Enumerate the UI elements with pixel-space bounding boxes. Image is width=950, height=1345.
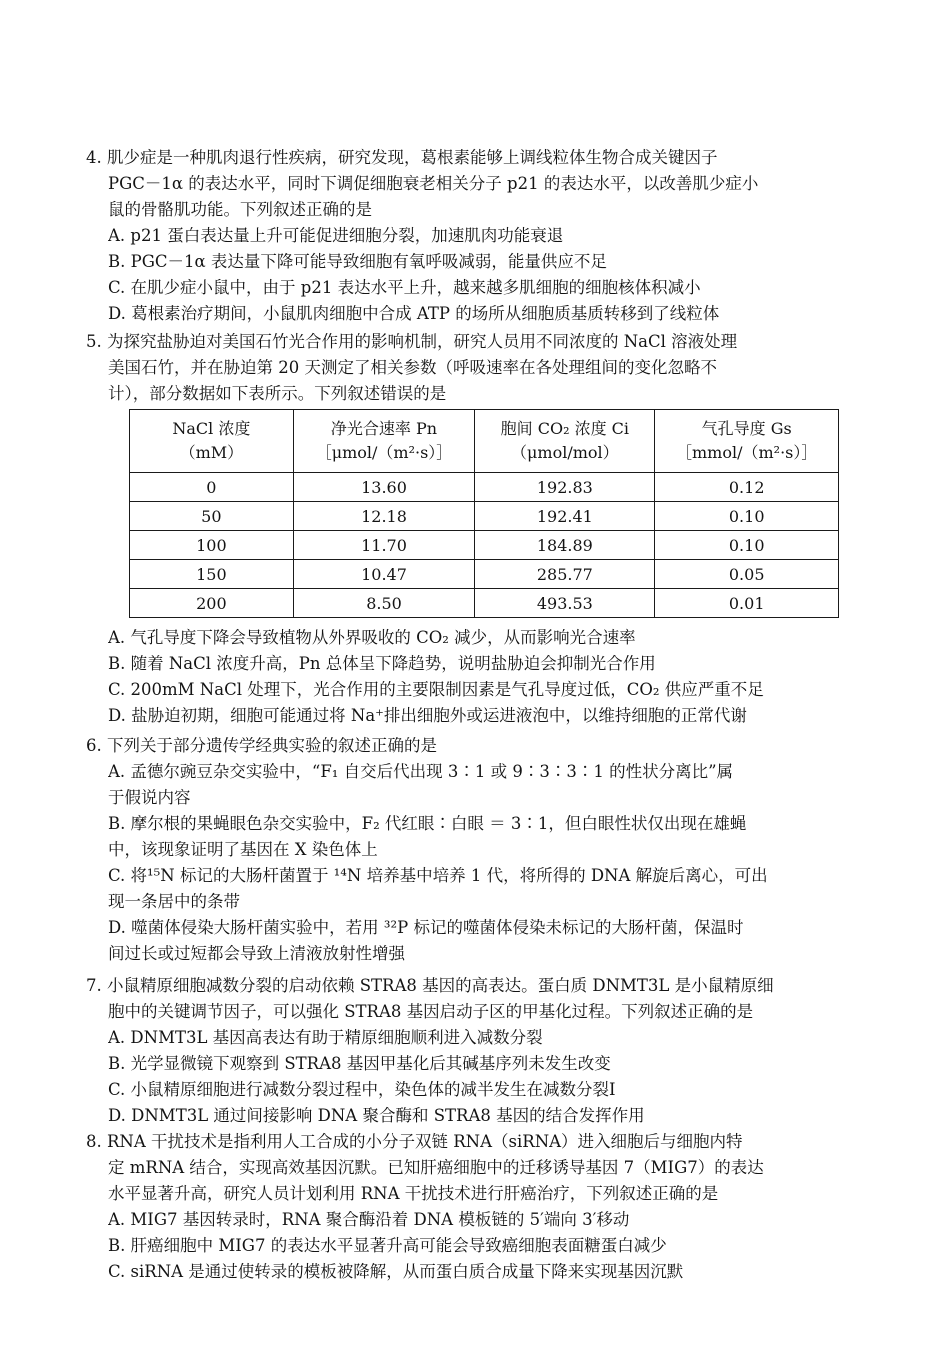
question-5 [86,329,868,407]
question-stem-line: 鼠的骨骼肌功能。下列叙述正确的是 [108,200,372,219]
question-7 [86,973,868,1129]
option-d: D. 葛根素治疗期间，小鼠肌肉细胞中合成 ATP 的场所从细胞质基质转移到了线粒体 [108,304,720,323]
question-stem-line: 定 mRNA 结合，实现高效基因沉默。已知肝癌细胞中的迁移诱导基因 7（MIG7）的表达 [108,1158,764,1177]
table-cell: 0.12 [655,473,839,502]
option-c-cont: 现一条居中的条带 [108,892,240,911]
question-stem-line: 8. RNA 干扰技术是指利用人工合成的小分子双链 RNA（siRNA）进入细胞后与细胞内特 [86,1132,743,1151]
option-c: C. 将¹⁵N 标记的大肠杆菌置于 ¹⁴N 培养基中培养 1 代，将所得的 DNA 解旋后离心，可出 [108,866,768,885]
table-row [130,473,839,502]
question-stem-line: 胞中的关键调节因子，可以强化 STRA8 基因启动子区的甲基化过程。下列叙述正确的是 [108,1002,754,1021]
option-b-cont: 中，该现象证明了基因在 X 染色体上 [108,840,378,859]
option-a: A. p21 蛋白表达量上升可能促进细胞分裂，加速肌肉功能衰退 [108,226,564,245]
option-c: C. 200mM NaCl 处理下，光合作用的主要限制因素是气孔导度过低，CO₂ 供应严重不足 [108,680,764,699]
table-row [130,560,839,589]
table-cell: 150 [130,560,294,589]
table-cell: 192.41 [475,502,655,531]
header-ci: 胞间 CO₂ 浓度 Ci （μmol/mol） [475,410,655,473]
table-cell: 50 [130,502,294,531]
option-c: C. siRNA 是通过使转录的模板被降解，从而蛋白质合成量下降来实现基因沉默 [108,1262,684,1281]
option-a: A. MIG7 基因转录时，RNA 聚合酶沿着 DNA 模板链的 5′端向 3′移动 [108,1210,630,1229]
option-d: D. 盐胁迫初期，细胞可能通过将 Na⁺排出细胞外或运进液泡中，以维持细胞的正常代谢 [108,706,747,725]
question-stem-line: 4. 肌少症是一种肌肉退行性疾病，研究发现，葛根素能够上调线粒体生物合成关键因子 [86,148,718,167]
option-c: C. 小鼠精原细胞进行减数分裂过程中，染色体的减半发生在减数分裂Ⅰ [108,1080,616,1099]
question-stem-line: 6. 下列关于部分遗传学经典实验的叙述正确的是 [86,736,437,755]
table-cell: 0.01 [655,589,839,618]
table-cell: 0.10 [655,531,839,560]
question-5-options [108,625,868,729]
table-cell: 13.60 [293,473,475,502]
table-cell: 12.18 [293,502,475,531]
table-cell: 8.50 [293,589,475,618]
table-row [130,502,839,531]
table-header-row [130,410,839,473]
header-gs: 气孔导度 Gs ［mmol/（m²·s）］ [655,410,839,473]
table-cell: 192.83 [475,473,655,502]
option-b: B. 摩尔根的果蝇眼色杂交实验中，F₂ 代红眼∶白眼 ＝ 3∶1，但白眼性状仅出现在雄蝇 [108,814,747,833]
question-4 [86,145,868,327]
table-cell: 0.05 [655,560,839,589]
option-b: B. 随着 NaCl 浓度升高，Pn 总体呈下降趋势，说明盐胁迫会抑制光合作用 [108,654,656,673]
table-cell: 11.70 [293,531,475,560]
table-cell: 0 [130,473,294,502]
table-cell: 0.10 [655,502,839,531]
question-stem-line: 水平显著升高，研究人员计划利用 RNA 干扰技术进行肝癌治疗，下列叙述正确的是 [108,1184,719,1203]
table-row [130,531,839,560]
table-cell: 10.47 [293,560,475,589]
table-row [130,589,839,618]
table-cell: 184.89 [475,531,655,560]
option-d-cont: 间过长或过短都会导致上清液放射性增强 [108,944,405,963]
option-b: B. 光学显微镜下观察到 STRA8 基因甲基化后其碱基序列未发生改变 [108,1054,611,1073]
table-cell: 493.53 [475,589,655,618]
question-stem-line: PGC－1α 的表达水平，同时下调促细胞衰老相关分子 p21 的表达水平，以改善肌少症小 [108,174,759,193]
table-cell: 285.77 [475,560,655,589]
question-8 [86,1129,868,1285]
question-stem-line: 7. 小鼠精原细胞减数分裂的启动依赖 STRA8 基因的高表达。蛋白质 DNMT3L 是小鼠精原细 [86,976,774,995]
option-a: A. 孟德尔豌豆杂交实验中，“F₁ 自交后代出现 3∶1 或 9∶3∶3∶1 的性状分离比”属 [108,762,734,781]
nacl-data-table [129,409,839,618]
table-cell: 100 [130,531,294,560]
question-stem-line: 美国石竹，并在胁迫第 20 天测定了相关参数（呼吸速率在各处理组间的变化忽略不 [108,358,717,377]
option-a-cont: 于假说内容 [108,788,191,807]
option-b: B. 肝癌细胞中 MIG7 的表达水平显著升高可能会导致癌细胞表面糖蛋白减少 [108,1236,667,1255]
question-6 [86,733,868,967]
question-stem-line: 计），部分数据如下表所示。下列叙述错误的是 [108,384,447,403]
option-c: C. 在肌少症小鼠中，由于 p21 表达水平上升，越来越多肌细胞的细胞核体积减小 [108,278,701,297]
option-a: A. 气孔导度下降会导致植物从外界吸收的 CO₂ 减少，从而影响光合速率 [108,628,636,647]
option-d: D. 噬菌体侵染大肠杆菌实验中，若用 ³²P 标记的噬菌体侵染未标记的大肠杆菌，保温时 [108,918,744,937]
header-pn: 净光合速率 Pn ［μmol/（m²·s）］ [293,410,475,473]
table-cell: 200 [130,589,294,618]
option-a: A. DNMT3L 基因高表达有助于精原细胞顺利进入减数分裂 [108,1028,543,1047]
option-b: B. PGC－1α 表达量下降可能导致细胞有氧呼吸减弱，能量供应不足 [108,252,607,271]
question-stem-line: 5. 为探究盐胁迫对美国石竹光合作用的影响机制，研究人员用不同浓度的 NaCl 溶液处理 [86,332,738,351]
header-nacl: NaCl 浓度 （mM） [130,410,294,473]
option-d: D. DNMT3L 通过间接影响 DNA 聚合酶和 STRA8 基因的结合发挥作用 [108,1106,645,1125]
